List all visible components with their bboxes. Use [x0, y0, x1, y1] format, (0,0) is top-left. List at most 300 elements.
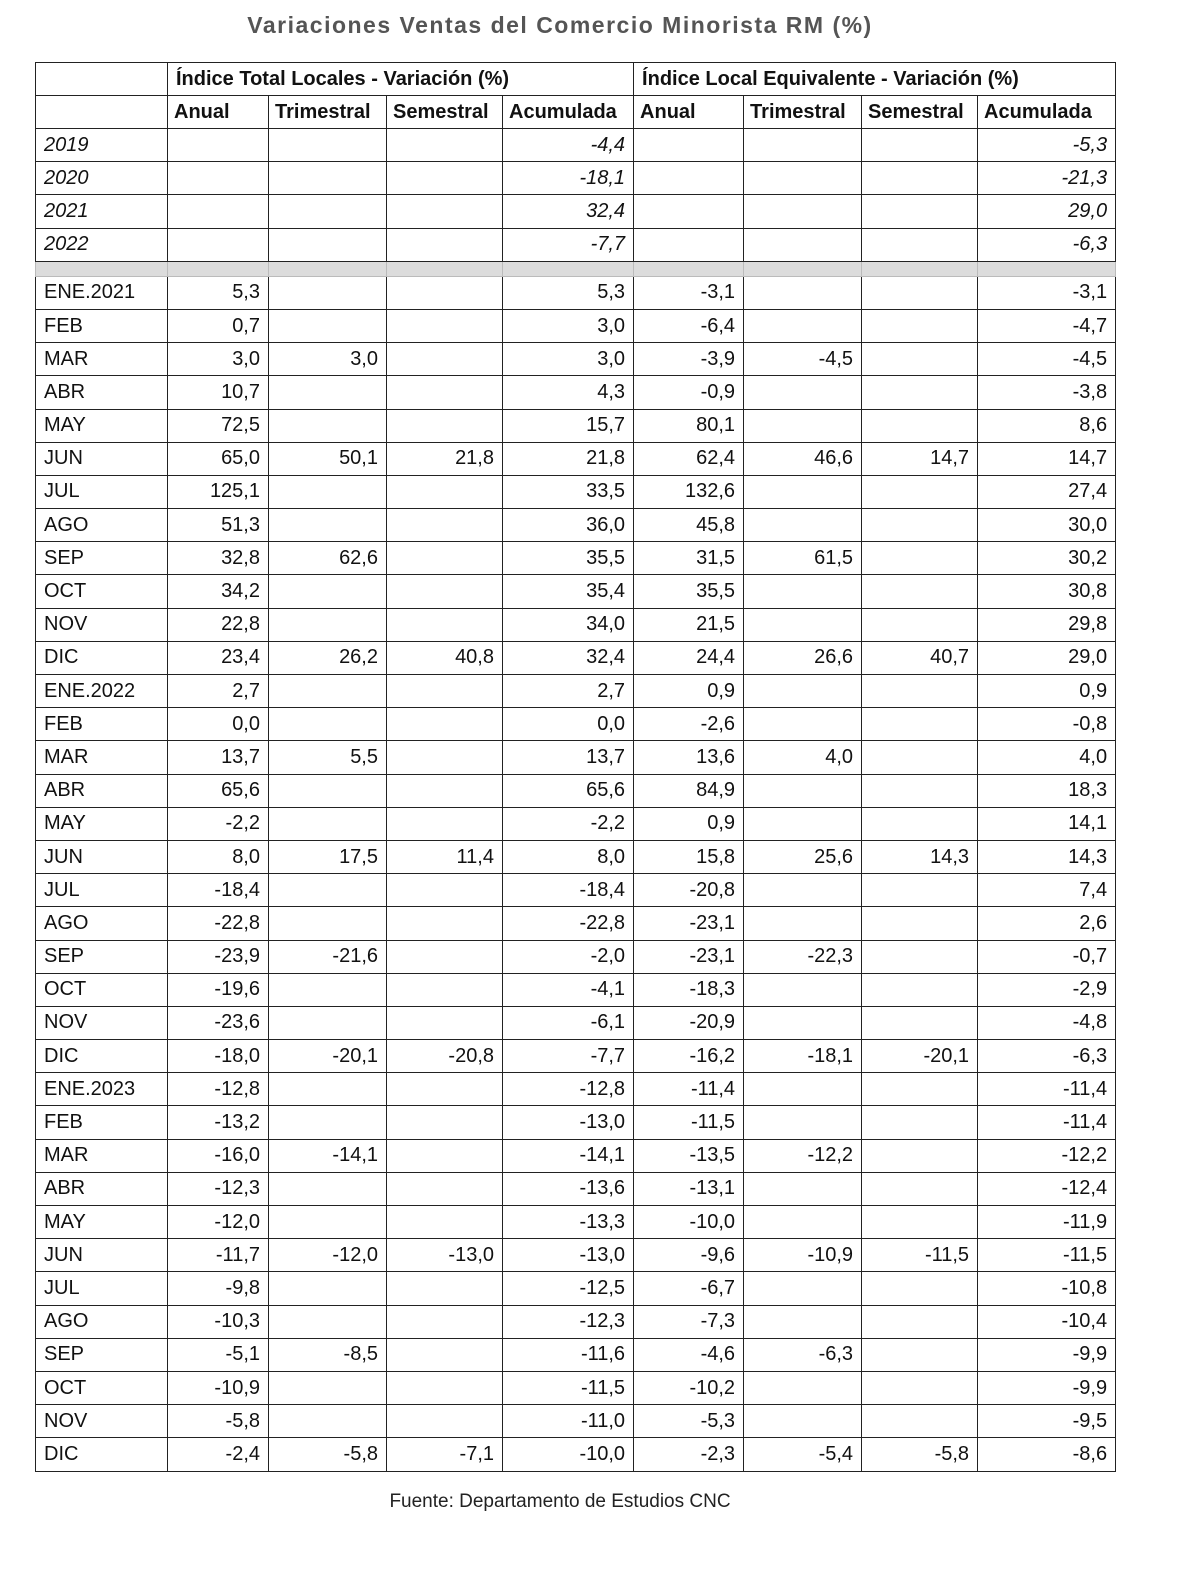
month-row: [36, 343, 1116, 376]
value-cell: -4,8: [978, 1006, 1116, 1039]
month-row: [36, 475, 1116, 508]
row-label: OCT: [36, 973, 168, 1006]
col-header: Semestral: [862, 96, 978, 129]
group-header-total-locales: Índice Total Locales - Variación (%): [168, 63, 634, 96]
value-cell: [269, 675, 387, 708]
value-cell: -6,3: [744, 1338, 862, 1371]
value-cell: [744, 675, 862, 708]
value-cell: [387, 195, 503, 228]
value-cell: -12,5: [503, 1272, 634, 1305]
value-cell: [269, 376, 387, 409]
value-cell: 29,0: [978, 641, 1116, 674]
value-cell: [387, 575, 503, 608]
value-cell: [387, 1272, 503, 1305]
row-label: 2022: [36, 228, 168, 261]
value-cell: [387, 1206, 503, 1239]
value-cell: -4,1: [503, 973, 634, 1006]
row-label: NOV: [36, 1405, 168, 1438]
value-cell: 11,4: [387, 840, 503, 873]
row-label: ABR: [36, 774, 168, 807]
value-cell: 13,7: [503, 741, 634, 774]
value-cell: [269, 708, 387, 741]
value-cell: [744, 162, 862, 195]
row-label: MAR: [36, 1139, 168, 1172]
value-cell: [744, 475, 862, 508]
value-cell: -7,3: [634, 1305, 744, 1338]
value-cell: -18,4: [168, 874, 269, 907]
value-cell: [269, 575, 387, 608]
value-cell: 8,0: [168, 840, 269, 873]
value-cell: [168, 228, 269, 261]
value-cell: 4,3: [503, 376, 634, 409]
value-cell: [862, 276, 978, 309]
value-cell: -20,1: [269, 1040, 387, 1073]
value-cell: [168, 162, 269, 195]
value-cell: -5,3: [978, 129, 1116, 162]
value-cell: [269, 509, 387, 542]
group-header-local-equivalente: Índice Local Equivalente - Variación (%): [634, 63, 1116, 96]
col-header: Anual: [168, 96, 269, 129]
value-cell: [387, 708, 503, 741]
value-cell: -6,4: [634, 309, 744, 342]
value-cell: -12,3: [503, 1305, 634, 1338]
value-cell: 8,6: [978, 409, 1116, 442]
value-cell: [269, 1106, 387, 1139]
separator-cell: [744, 261, 862, 276]
value-cell: -18,1: [503, 162, 634, 195]
group-header-row: [36, 63, 1116, 96]
col-header: Trimestral: [744, 96, 862, 129]
value-cell: 36,0: [503, 509, 634, 542]
value-cell: 30,2: [978, 542, 1116, 575]
value-cell: -9,6: [634, 1239, 744, 1272]
row-label: FEB: [36, 1106, 168, 1139]
value-cell: 62,4: [634, 442, 744, 475]
value-cell: [387, 276, 503, 309]
value-cell: [387, 1006, 503, 1039]
value-cell: -13,1: [634, 1172, 744, 1205]
value-cell: [862, 376, 978, 409]
value-cell: [387, 129, 503, 162]
separator-cell: [168, 261, 269, 276]
value-cell: [269, 1206, 387, 1239]
value-cell: 14,3: [978, 840, 1116, 873]
value-cell: [744, 1206, 862, 1239]
value-cell: -10,8: [978, 1272, 1116, 1305]
value-cell: -13,0: [503, 1106, 634, 1139]
value-cell: [387, 228, 503, 261]
month-row: [36, 940, 1116, 973]
value-cell: [744, 807, 862, 840]
value-cell: 65,6: [503, 774, 634, 807]
row-label: MAR: [36, 343, 168, 376]
value-cell: 40,7: [862, 641, 978, 674]
value-cell: [744, 1073, 862, 1106]
value-cell: [744, 774, 862, 807]
value-cell: 3,0: [503, 343, 634, 376]
value-cell: 50,1: [269, 442, 387, 475]
value-cell: -4,5: [978, 343, 1116, 376]
value-cell: -13,2: [168, 1106, 269, 1139]
value-cell: 29,0: [978, 195, 1116, 228]
value-cell: 0,9: [634, 675, 744, 708]
value-cell: [387, 376, 503, 409]
value-cell: -9,9: [978, 1371, 1116, 1404]
value-cell: -16,0: [168, 1139, 269, 1172]
value-cell: [269, 973, 387, 1006]
separator-row: [36, 261, 1116, 276]
value-cell: -23,9: [168, 940, 269, 973]
value-cell: -18,1: [744, 1040, 862, 1073]
value-cell: 29,8: [978, 608, 1116, 641]
value-cell: 34,2: [168, 575, 269, 608]
row-label: ENE.2023: [36, 1073, 168, 1106]
value-cell: [387, 874, 503, 907]
row-label: JUL: [36, 1272, 168, 1305]
month-row: [36, 741, 1116, 774]
month-row: [36, 409, 1116, 442]
value-cell: [387, 475, 503, 508]
value-cell: -13,5: [634, 1139, 744, 1172]
value-cell: [862, 228, 978, 261]
value-cell: 72,5: [168, 409, 269, 442]
month-row: [36, 1338, 1116, 1371]
value-cell: [862, 195, 978, 228]
sales-variation-table: [35, 62, 1116, 1472]
value-cell: [744, 309, 862, 342]
col-header: Anual: [634, 96, 744, 129]
value-cell: 3,0: [503, 309, 634, 342]
value-cell: [744, 575, 862, 608]
value-cell: 45,8: [634, 509, 744, 542]
value-cell: [744, 409, 862, 442]
row-label: JUN: [36, 1239, 168, 1272]
value-cell: -23,6: [168, 1006, 269, 1039]
row-label: FEB: [36, 309, 168, 342]
month-row: [36, 708, 1116, 741]
value-cell: [862, 309, 978, 342]
month-row: [36, 1405, 1116, 1438]
value-cell: -21,6: [269, 940, 387, 973]
month-row: [36, 542, 1116, 575]
value-cell: [862, 741, 978, 774]
value-cell: -18,4: [503, 874, 634, 907]
value-cell: [744, 608, 862, 641]
value-cell: -5,8: [168, 1405, 269, 1438]
value-cell: -14,1: [503, 1139, 634, 1172]
separator-cell: [36, 261, 168, 276]
value-cell: -22,8: [168, 907, 269, 940]
value-cell: 22,8: [168, 608, 269, 641]
value-cell: 32,4: [503, 195, 634, 228]
value-cell: -20,1: [862, 1040, 978, 1073]
month-row: [36, 442, 1116, 475]
value-cell: 46,6: [744, 442, 862, 475]
value-cell: -11,9: [978, 1206, 1116, 1239]
value-cell: -2,9: [978, 973, 1116, 1006]
value-cell: [862, 675, 978, 708]
row-label: MAY: [36, 409, 168, 442]
value-cell: [387, 1371, 503, 1404]
value-cell: [269, 1371, 387, 1404]
value-cell: -8,6: [978, 1438, 1116, 1471]
value-cell: [744, 874, 862, 907]
row-label: ABR: [36, 376, 168, 409]
year-row: [36, 162, 1116, 195]
value-cell: [269, 1272, 387, 1305]
value-cell: -10,2: [634, 1371, 744, 1404]
value-cell: -11,4: [978, 1073, 1116, 1106]
month-row: [36, 575, 1116, 608]
value-cell: -18,3: [634, 973, 744, 1006]
separator-cell: [387, 261, 503, 276]
value-cell: 21,5: [634, 608, 744, 641]
value-cell: -11,5: [862, 1239, 978, 1272]
value-cell: -6,7: [634, 1272, 744, 1305]
value-cell: -6,3: [978, 228, 1116, 261]
value-cell: [269, 907, 387, 940]
value-cell: -11,0: [503, 1405, 634, 1438]
value-cell: -8,5: [269, 1338, 387, 1371]
value-cell: 15,8: [634, 840, 744, 873]
value-cell: [269, 162, 387, 195]
value-cell: -22,8: [503, 907, 634, 940]
value-cell: 14,1: [978, 807, 1116, 840]
year-row: [36, 129, 1116, 162]
month-row: [36, 276, 1116, 309]
value-cell: -11,6: [503, 1338, 634, 1371]
value-cell: -12,2: [744, 1139, 862, 1172]
row-label: DIC: [36, 1040, 168, 1073]
value-cell: 4,0: [744, 741, 862, 774]
month-row: [36, 1172, 1116, 1205]
row-label: JUL: [36, 475, 168, 508]
value-cell: 4,0: [978, 741, 1116, 774]
value-cell: 65,6: [168, 774, 269, 807]
value-cell: -11,5: [978, 1239, 1116, 1272]
value-cell: -20,8: [387, 1040, 503, 1073]
value-cell: -2,2: [168, 807, 269, 840]
value-cell: 17,5: [269, 840, 387, 873]
month-row: [36, 1139, 1116, 1172]
value-cell: -11,5: [503, 1371, 634, 1404]
value-cell: 10,7: [168, 376, 269, 409]
value-cell: 0,7: [168, 309, 269, 342]
value-cell: -14,1: [269, 1139, 387, 1172]
value-cell: -10,9: [744, 1239, 862, 1272]
value-cell: -0,7: [978, 940, 1116, 973]
value-cell: [744, 376, 862, 409]
value-cell: [269, 874, 387, 907]
value-cell: -10,3: [168, 1305, 269, 1338]
value-cell: 2,7: [168, 675, 269, 708]
value-cell: -9,5: [978, 1405, 1116, 1438]
value-cell: [387, 542, 503, 575]
value-cell: 26,2: [269, 641, 387, 674]
value-cell: -3,8: [978, 376, 1116, 409]
month-row: [36, 641, 1116, 674]
value-cell: 2,7: [503, 675, 634, 708]
value-cell: [269, 195, 387, 228]
row-label: SEP: [36, 1338, 168, 1371]
value-cell: [387, 608, 503, 641]
value-cell: 0,9: [978, 675, 1116, 708]
value-cell: -18,0: [168, 1040, 269, 1073]
value-cell: -7,1: [387, 1438, 503, 1471]
value-cell: [269, 807, 387, 840]
value-cell: 24,4: [634, 641, 744, 674]
value-cell: [862, 874, 978, 907]
value-cell: 0,0: [503, 708, 634, 741]
value-cell: [744, 129, 862, 162]
value-cell: 14,3: [862, 840, 978, 873]
value-cell: [862, 708, 978, 741]
table-body: [36, 63, 1116, 1472]
month-row: [36, 1305, 1116, 1338]
value-cell: -23,1: [634, 907, 744, 940]
value-cell: [862, 1405, 978, 1438]
value-cell: -12,8: [168, 1073, 269, 1106]
value-cell: -10,0: [503, 1438, 634, 1471]
value-cell: [269, 1073, 387, 1106]
value-cell: -6,3: [978, 1040, 1116, 1073]
value-cell: 0,9: [634, 807, 744, 840]
page-title: Variaciones Ventas del Comercio Minorista RM (%): [247, 12, 873, 38]
row-label: OCT: [36, 575, 168, 608]
value-cell: -7,7: [503, 228, 634, 261]
value-cell: -22,3: [744, 940, 862, 973]
value-cell: -9,8: [168, 1272, 269, 1305]
month-row: [36, 509, 1116, 542]
value-cell: [387, 1338, 503, 1371]
value-cell: 35,5: [634, 575, 744, 608]
value-cell: [862, 162, 978, 195]
value-cell: 51,3: [168, 509, 269, 542]
value-cell: [862, 1371, 978, 1404]
value-cell: 62,6: [269, 542, 387, 575]
row-label: JUL: [36, 874, 168, 907]
value-cell: [634, 195, 744, 228]
month-row: [36, 874, 1116, 907]
value-cell: [744, 708, 862, 741]
value-cell: -12,2: [978, 1139, 1116, 1172]
value-cell: 25,6: [744, 840, 862, 873]
value-cell: 61,5: [744, 542, 862, 575]
value-cell: [862, 907, 978, 940]
value-cell: 125,1: [168, 475, 269, 508]
value-cell: [387, 309, 503, 342]
value-cell: -5,4: [744, 1438, 862, 1471]
value-cell: 26,6: [744, 641, 862, 674]
value-cell: -13,0: [387, 1239, 503, 1272]
value-cell: -9,9: [978, 1338, 1116, 1371]
value-cell: [634, 228, 744, 261]
value-cell: [862, 807, 978, 840]
value-cell: [269, 1006, 387, 1039]
value-cell: [862, 973, 978, 1006]
value-cell: [634, 162, 744, 195]
value-cell: [387, 907, 503, 940]
value-cell: [387, 509, 503, 542]
month-row: [36, 1371, 1116, 1404]
value-cell: [862, 575, 978, 608]
value-cell: [744, 228, 862, 261]
month-row: [36, 1040, 1116, 1073]
value-cell: 21,8: [387, 442, 503, 475]
month-row: [36, 1272, 1116, 1305]
value-cell: [269, 1172, 387, 1205]
value-cell: [862, 1006, 978, 1039]
row-label: MAR: [36, 741, 168, 774]
month-row: [36, 309, 1116, 342]
value-cell: [744, 1006, 862, 1039]
value-cell: [862, 1139, 978, 1172]
month-row: [36, 907, 1116, 940]
value-cell: [862, 475, 978, 508]
value-cell: -6,1: [503, 1006, 634, 1039]
value-cell: [862, 940, 978, 973]
value-cell: -12,0: [168, 1206, 269, 1239]
separator-cell: [269, 261, 387, 276]
value-cell: -0,8: [978, 708, 1116, 741]
value-cell: [387, 774, 503, 807]
value-cell: [862, 1272, 978, 1305]
value-cell: -4,6: [634, 1338, 744, 1371]
value-cell: [269, 1305, 387, 1338]
value-cell: 2,6: [978, 907, 1116, 940]
value-cell: -11,7: [168, 1239, 269, 1272]
source-note: Fuente: Departamento de Estudios CNC: [389, 1491, 731, 1512]
value-cell: [744, 1305, 862, 1338]
value-cell: -2,2: [503, 807, 634, 840]
value-cell: [744, 1405, 862, 1438]
year-row: [36, 228, 1116, 261]
row-label: DIC: [36, 641, 168, 674]
value-cell: 80,1: [634, 409, 744, 442]
value-cell: [744, 973, 862, 1006]
row-label: SEP: [36, 940, 168, 973]
value-cell: -0,9: [634, 376, 744, 409]
row-label: 2020: [36, 162, 168, 195]
value-cell: 18,3: [978, 774, 1116, 807]
value-cell: [269, 475, 387, 508]
value-cell: -13,6: [503, 1172, 634, 1205]
value-cell: [862, 1073, 978, 1106]
col-header: Trimestral: [269, 96, 387, 129]
value-cell: -4,5: [744, 343, 862, 376]
value-cell: -11,4: [634, 1073, 744, 1106]
value-cell: [269, 276, 387, 309]
value-cell: [269, 309, 387, 342]
value-cell: -2,3: [634, 1438, 744, 1471]
value-cell: [744, 907, 862, 940]
value-cell: 30,0: [978, 509, 1116, 542]
value-cell: 40,8: [387, 641, 503, 674]
row-label: OCT: [36, 1371, 168, 1404]
month-row: [36, 675, 1116, 708]
month-row: [36, 807, 1116, 840]
row-label: JUN: [36, 442, 168, 475]
value-cell: 27,4: [978, 475, 1116, 508]
value-cell: 32,4: [503, 641, 634, 674]
value-cell: -12,0: [269, 1239, 387, 1272]
value-cell: [387, 973, 503, 1006]
separator-cell: [862, 261, 978, 276]
value-cell: [862, 1338, 978, 1371]
month-row: [36, 376, 1116, 409]
value-cell: [634, 129, 744, 162]
value-cell: 21,8: [503, 442, 634, 475]
